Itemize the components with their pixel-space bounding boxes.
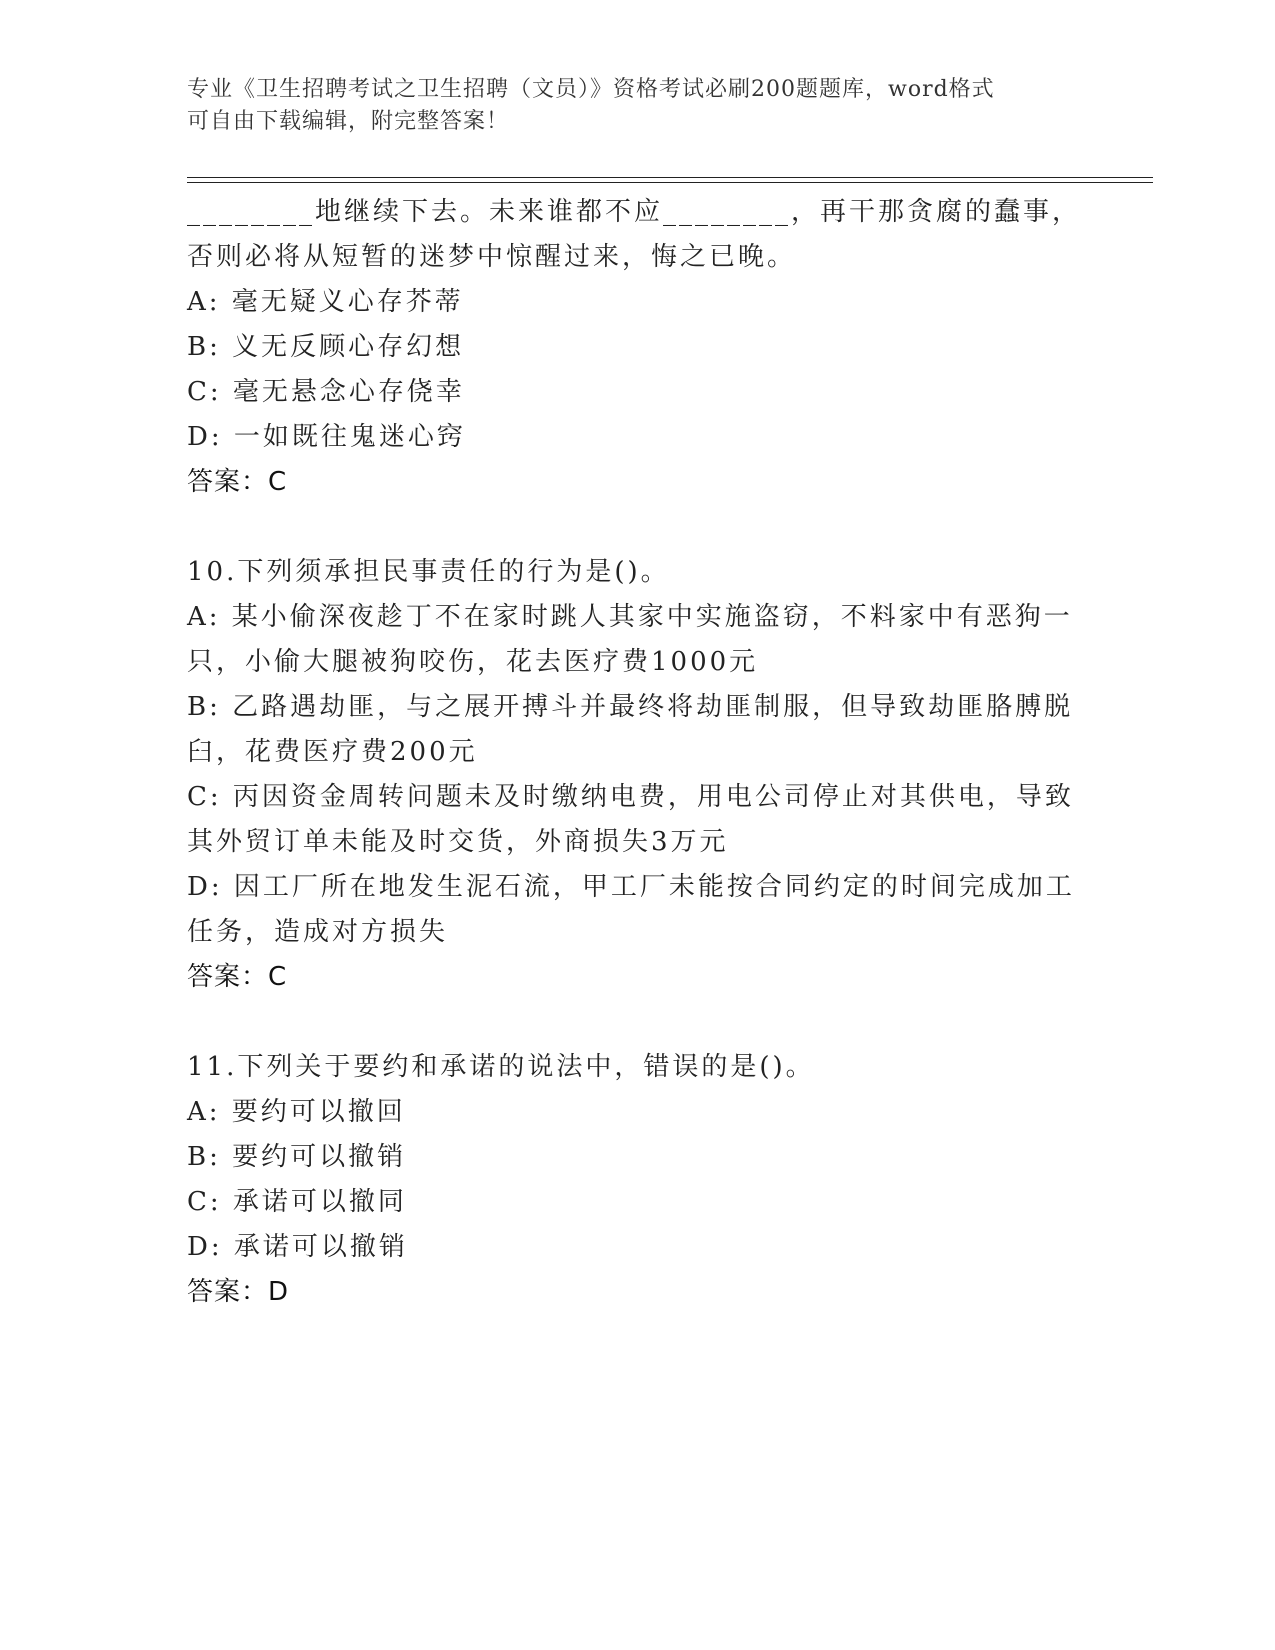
option-d-cont: 任务，造成对方损失 (187, 917, 449, 947)
option-b-cont: 臼，花费医疗费200元 (187, 737, 478, 767)
option-c: C: 承诺可以撤同 (187, 1187, 407, 1217)
question-10 (187, 550, 1087, 1000)
option-d: D: 因工厂所在地发生泥石流，甲工厂未能按合同约定的时间完成加工 (187, 872, 1075, 902)
header-line-1: 专业《卫生招聘考试之卫生招聘（文员）》资格考试必刷200题题库，word格式 (187, 77, 995, 102)
question-stem: 否则必将从短暂的迷梦中惊醒过来，悔之已晚。 (187, 242, 797, 272)
option-c: C: 毫无悬念心存侥幸 (187, 377, 465, 407)
spacer (187, 1000, 1087, 1045)
header-line-2: 可自由下载编辑，附完整答案！ (187, 109, 510, 134)
option-d: D: 一如既往鬼迷心窍 (187, 422, 466, 452)
document-body (187, 190, 1087, 1315)
answer-line: 答案：C (187, 467, 288, 497)
option-c: C: 丙因资金周转问题未及时缴纳电费，用电公司停止对其供电，导致 (187, 782, 1074, 812)
header-divider-bottom (187, 182, 1153, 183)
option-c-cont: 其外贸订单未能及时交货，外商损失3万元 (187, 827, 729, 857)
option-b: B: 要约可以撤销 (187, 1142, 407, 1172)
question-11 (187, 1045, 1087, 1315)
option-a: A: 要约可以撤回 (187, 1097, 406, 1127)
option-a-cont: 只，小偷大腿被狗咬伤，花去医疗费1000元 (187, 647, 759, 677)
question-stem: 11.下列关于要约和承诺的说法中，错误的是()。 (187, 1052, 815, 1082)
question-9 (187, 190, 1087, 505)
option-b: B: 义无反顾心存幻想 (187, 332, 465, 362)
spacer (187, 505, 1087, 550)
page-header (187, 74, 1067, 138)
answer-line: 答案：C (187, 962, 288, 992)
option-a: A: 某小偷深夜趁丁不在家时跳人其家中实施盗窃，不料家中有恶狗一 (187, 602, 1073, 632)
answer-line: 答案：D (187, 1277, 290, 1307)
option-a: A: 毫无疑义心存芥蒂 (187, 287, 464, 317)
header-divider-top (187, 177, 1153, 178)
question-stem: ________地继续下去。未来谁都不应________，再干那贪腐的蠢事， (187, 197, 1082, 227)
option-d: D: 承诺可以撤销 (187, 1232, 408, 1262)
question-stem: 10.下列须承担民事责任的行为是()。 (187, 557, 670, 587)
option-b: B: 乙路遇劫匪，与之展开搏斗并最终将劫匪制服，但导致劫匪胳膊脱 (187, 692, 1074, 722)
